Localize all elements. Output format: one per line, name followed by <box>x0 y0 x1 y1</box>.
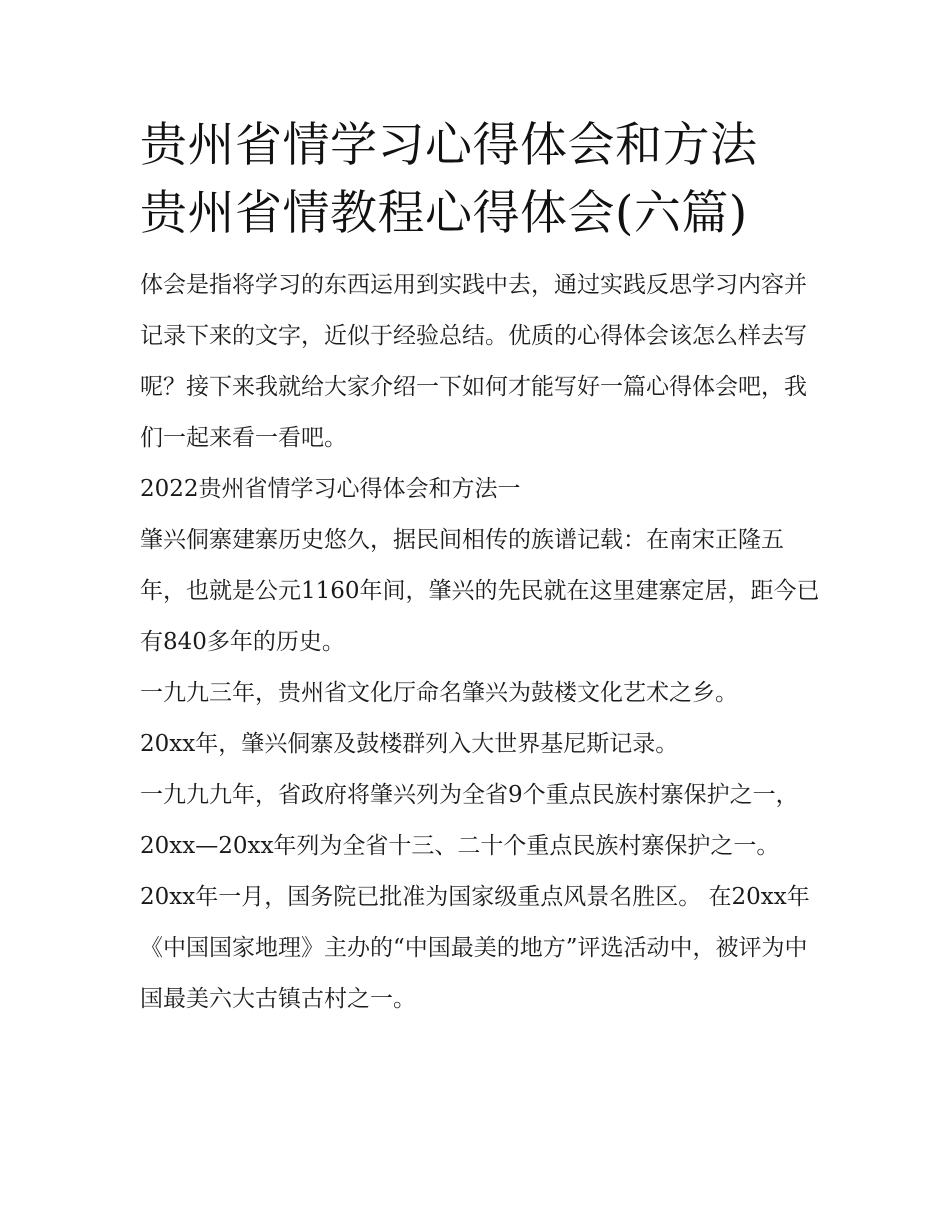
document-body <box>140 260 820 1025</box>
paragraph-intro: 体会是指将学习的东西运用到实践中去，通过实践反思学习内容并记录下来的文字，近似于经验总结。优质的心得体会该怎么样去写呢？接下来我就给大家介绍一下如何才能写好一篇心得体会吧，我们一起来看一看吧。 <box>140 272 807 451</box>
document-title <box>140 112 820 248</box>
paragraph-1999: 一九九九年，省政府将肇兴列为全省9个重点民族村寨保护之一，20xx—20xx年列为全省十三、二十个重点民族村寨保护之一。 <box>140 782 799 859</box>
paragraph-1993: 一九九三年，贵州省文化厅命名肇兴为鼓楼文化艺术之乡。 <box>140 680 738 706</box>
paragraph-scenic-area: 20xx年一月，国务院已批准为国家级重点风景名胜区。 在20xx年《中国国家地理》主办的“中国最美的地方”评选活动中，被评为中国最美六大古镇古村之一。 <box>140 884 810 1012</box>
paragraph-guinness: 20xx年，肇兴侗寨及鼓楼群列入大世界基尼斯记录。 <box>140 731 679 757</box>
title-line-2: 贵州省情教程心得体会(六篇) <box>140 186 748 241</box>
title-line-1: 贵州省情学习心得体会和方法 <box>140 118 758 173</box>
document-content <box>140 112 820 1025</box>
paragraph-history: 肇兴侗寨建寨历史悠久，据民间相传的族谱记载：在南宋正隆五年，也就是公元1160年间，肇兴的先民就在这里建寨定居，距今已有840多年的历史。 <box>140 527 820 655</box>
section-heading: 2022贵州省情学习心得体会和方法一 <box>140 476 521 502</box>
